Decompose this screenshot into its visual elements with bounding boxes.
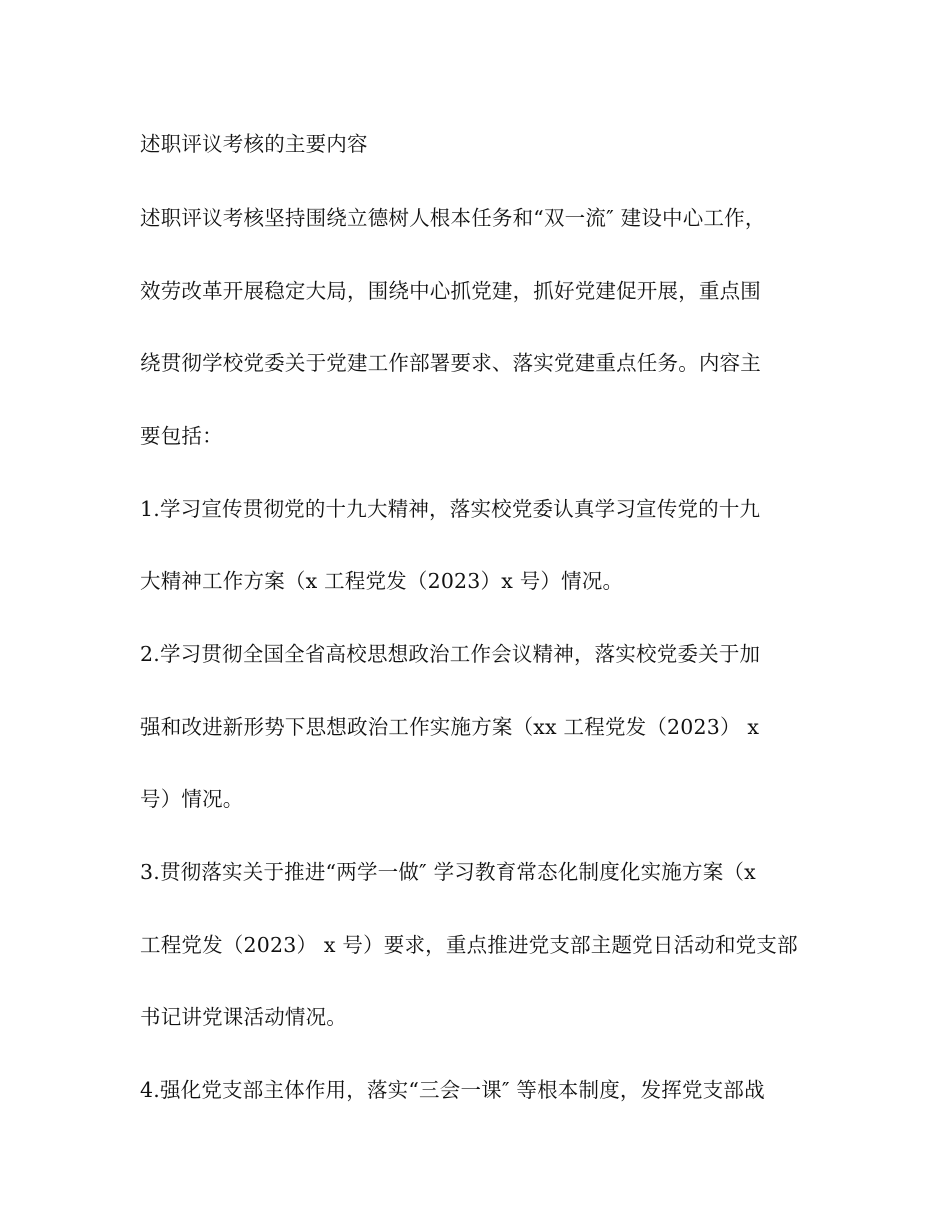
list-item-3-line: 3.贯彻落实关于推进“两学一做″ 学习教育常态化制度化实施方案（x — [140, 860, 756, 884]
list-item-2-line: 2.学习贯彻全国全省高校思想政治工作会议精神，落实校党委关于加 — [140, 642, 761, 666]
list-item-1-line: 1.学习宣传贯彻党的十九大精神，落实校党委认真学习宣传党的十九 — [140, 497, 761, 521]
list-item-2-line: 号）情况。 — [140, 787, 244, 811]
list-item-4-line: 4.强化党支部主体作用，落实“三会一课″ 等根本制度，发挥党支部战 — [140, 1078, 765, 1102]
paragraph-line: 效劳改革开展稳定大局，围绕中心抓党建，抓好党建促开展，重点围 — [140, 279, 761, 303]
document-heading: 述职评议考核的主要内容 — [140, 132, 368, 156]
list-item-2-line: 强和改进新形势下思想政治工作实施方案（xx 工程党发（2023） x — [140, 715, 760, 739]
paragraph-line: 绕贯彻学校党委关于党建工作部署要求、落实党建重点任务。内容主 — [140, 351, 761, 375]
list-item-3-line: 书记讲党课活动情况。 — [140, 1005, 347, 1029]
list-item-1-line: 大精神工作方案（x 工程党发（2023）x 号）情况。 — [140, 569, 624, 593]
paragraph-line: 述职评议考核坚持围绕立德树人根本任务和“双一流″ 建设中心工作， — [140, 206, 766, 230]
paragraph-line: 要包括： — [140, 424, 223, 448]
list-item-3-line: 工程党发（2023） x 号）要求，重点推进党支部主题党日活动和党支部 — [140, 933, 798, 957]
